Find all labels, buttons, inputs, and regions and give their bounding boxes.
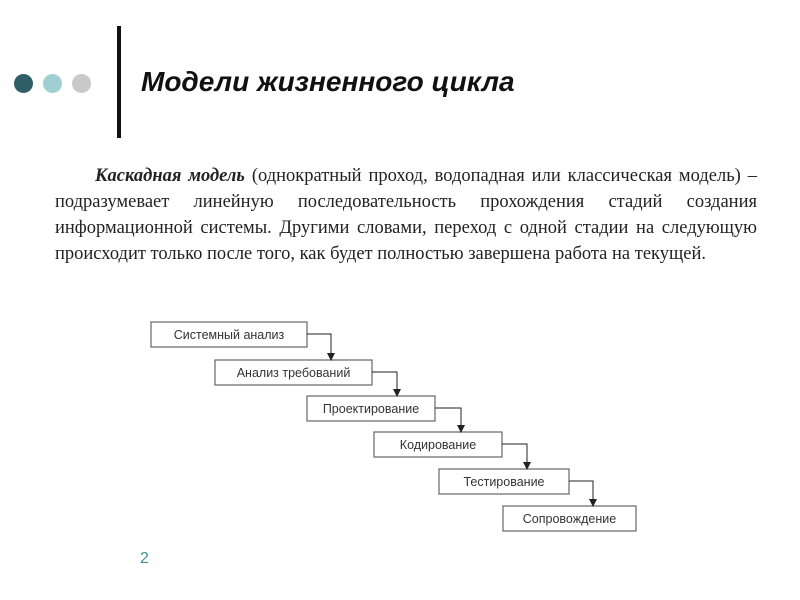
stage-label-3: Проектирование [322,402,420,416]
stage-box-3 [307,396,435,421]
arrow-4 [502,444,527,469]
arrow-3 [435,408,461,432]
page-number: 2 [140,550,149,567]
paragraph-term: Каскадная модель [95,166,245,186]
slide-title: Модели жизненного цикла [141,66,515,97]
stage-label-1: Системный анализ [173,328,285,342]
stage-box-6 [503,506,636,531]
arrow-2 [372,372,397,396]
stage-label-4: Кодирование [399,438,477,452]
stage-box-4 [374,432,502,457]
stage-box-5 [439,469,569,494]
stage-box-1 [151,322,307,347]
stage-label-5: Тестирование [463,475,545,489]
paragraph-text: (однократный проход, водопадная или классическая модель) – подразумевает линейную последовательность прохождения стадий создания информационной системы. Другими словами, переход с одной стадии на следующую происходит только после того, как будет полностью завершена работа на текущей. [55,166,757,264]
stage-label-2: Анализ требований [236,366,351,380]
stage-box-2 [215,360,372,385]
arrow-1 [307,334,331,360]
arrow-5 [569,481,593,506]
stage-label-6: Сопровождение [522,512,617,526]
